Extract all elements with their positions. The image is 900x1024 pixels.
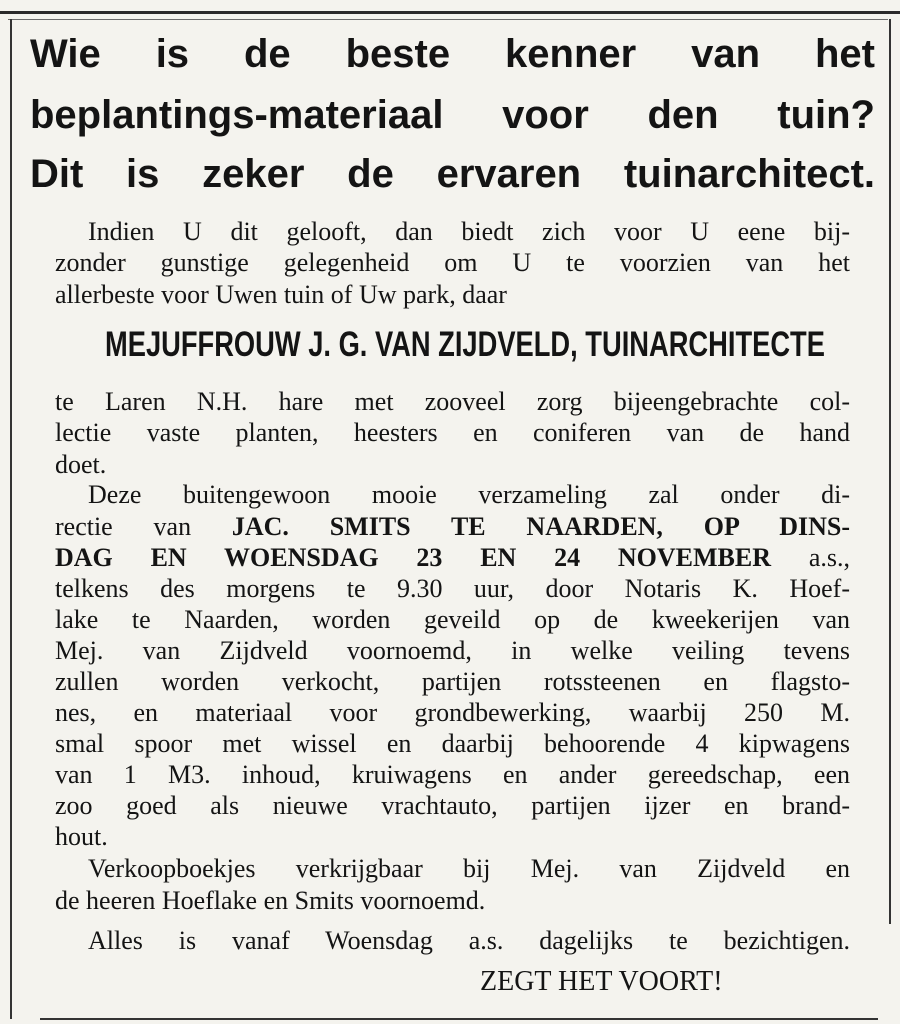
auction-banner: MEJUFFROUW J. G. VAN ZIJDVELD, TUINARCHITECTE [105,325,825,364]
para2-line-3-suffix: a.s., [771,543,850,572]
para2-line-12: hout. [55,822,108,851]
headline-line-1: Wie is de beste kenner van het [30,32,875,76]
auction-dates-text: DAG EN WOENSDAG 23 EN 24 NOVEMBER [55,543,772,572]
headline-line-3: Dit is zeker de ervaren tuinarchitect. [30,152,875,196]
intro-line-1: Indien U dit gelooft, dan biedt zich voor U eene bij- [88,217,850,246]
auctioneer-text: JAC. SMITS TE NAARDEN, OP DINS- [231,512,850,541]
para2-line-4: telkens des morgens te 9.30 uur, door Notaris K. Hoef- [55,574,850,603]
top-border-inner [8,19,888,20]
viewing-notice: Alles is vanaf Woensdag a.s. dagelijks te bezichtigen. [88,926,850,955]
headline-line-2: beplantings-materiaal voor den tuin? [30,93,875,137]
right-border [889,19,891,924]
para1-line-1: te Laren N.H. hare met zooveel zorg bijeengebrachte col- [55,387,850,416]
para2-line-6: Mej. van Zijdveld voornoemd, in welke veiling tevens [55,636,850,665]
para2-line-9: smal spoor met wissel en daarbij behoorende 4 kipwagens [55,729,850,758]
top-border [0,11,900,14]
slogan: ZEGT HET VOORT! [480,966,723,997]
para3-line-2: de heeren Hoeflake en Smits voornoemd. [55,886,486,915]
para2-line-3 [55,545,850,571]
para2-line-2-text: rectie van [55,512,232,541]
para1-line-2: lectie vaste planten, heesters en coniferen van de hand [55,418,850,447]
para3-line-1: Verkoopboekjes verkrijgbaar bij Mej. van Zijdveld en [88,854,850,883]
para2-line-1: Deze buitengewoon mooie verzameling zal onder di- [88,480,850,509]
para1-line-3: doet. [55,450,107,479]
para2-line-7: zullen worden verkocht, partijen rotssteenen en flagsto- [55,667,850,696]
para2-line-11: zoo goed als nieuwe vrachtauto, partijen ijzer en brand- [55,791,850,820]
bottom-border [40,1018,878,1020]
para2-line-8: nes, en materiaal voor grondbewerking, waarbij 250 M. [55,698,850,727]
para2-line-5: lake te Naarden, worden geveild op de kweekerijen van [55,605,850,634]
intro-line-2: zonder gunstige gelegenheid om U te voorzien van het [55,248,850,277]
para2-line-2 [55,514,850,540]
intro-line-3: allerbeste voor Uwen tuin of Uw park, daar [55,280,507,309]
para2-line-10: van 1 M3. inhoud, kruiwagens en ander gereedschap, een [55,760,850,789]
left-border [10,19,12,1019]
